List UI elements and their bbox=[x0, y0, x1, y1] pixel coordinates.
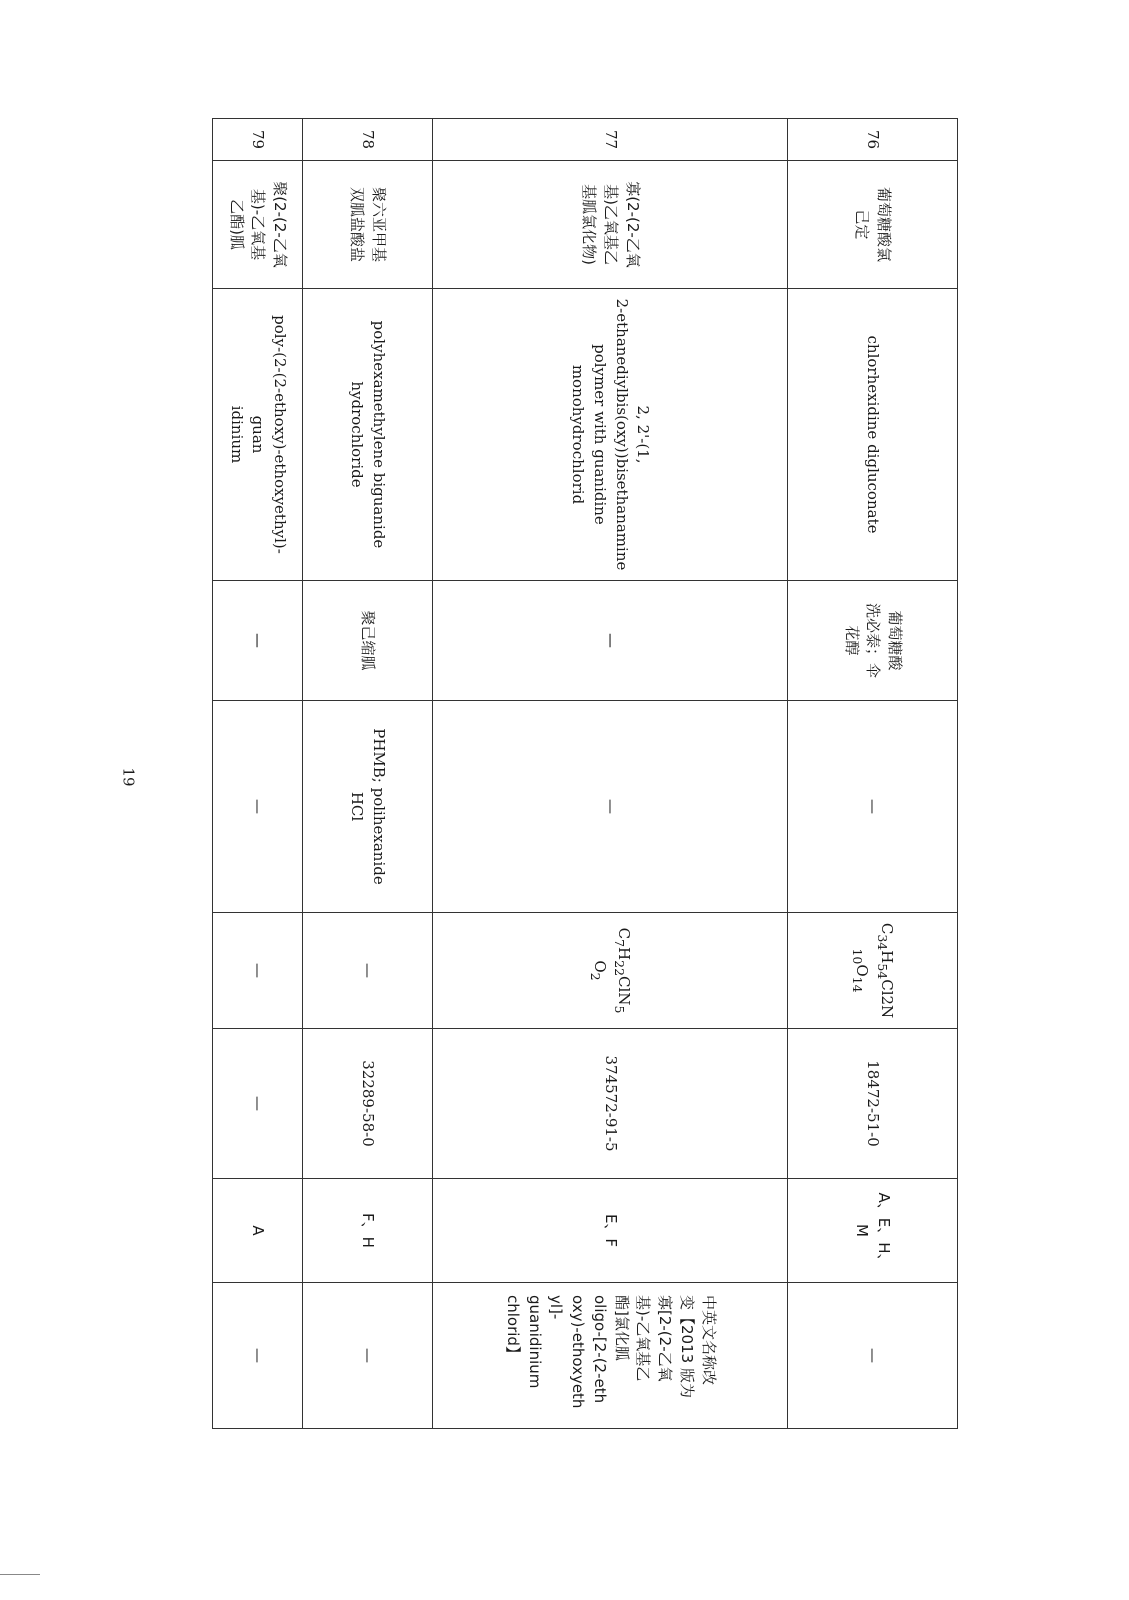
note-line: guanidinium bbox=[525, 1295, 544, 1389]
english-alias-line: — bbox=[249, 799, 268, 814]
chinese-alias-line: — bbox=[601, 633, 620, 648]
chinese-name-line: 己定 bbox=[853, 209, 872, 240]
molecular-formula: $C_{34}H_{54}Cl2N_{10}O_{14}$ bbox=[850, 922, 896, 1019]
chinese-name-line: 基)乙氧基乙 bbox=[601, 184, 620, 265]
chinese-alias-cell bbox=[788, 581, 958, 701]
note-line: — bbox=[359, 1348, 378, 1363]
note-line: 变【2013 版为 bbox=[678, 1295, 696, 1398]
english-name-line: poly-(2-(2-ethoxy)-ethoxyethyl)-guan bbox=[249, 315, 290, 554]
chinese-name-line: 寡(2-(2-乙氧 bbox=[623, 181, 642, 268]
english-name-line: 2, 2'-(1, bbox=[634, 405, 653, 464]
cas-cell: 18472-51-0 bbox=[788, 1029, 958, 1179]
note-line: 寡[2-(2-乙氧 bbox=[656, 1295, 675, 1382]
usage-line: M bbox=[853, 1224, 872, 1237]
chinese-alias-cell bbox=[303, 581, 433, 701]
english-name-line: 2-ethanediylbis(oxy))bisethanamine bbox=[612, 298, 631, 571]
note-line: 中英文名称改 bbox=[699, 1295, 718, 1386]
chinese-name-line: 聚(2-(2-乙氧 bbox=[271, 181, 290, 268]
table-row bbox=[433, 119, 788, 1429]
note-cell bbox=[788, 1283, 958, 1429]
chinese-name-line: 聚六亚甲基 bbox=[370, 186, 389, 262]
english-name-cell bbox=[303, 289, 433, 581]
formula-cell bbox=[433, 913, 788, 1029]
chinese-name-line: 基胍氯化物) bbox=[580, 184, 599, 265]
chinese-alias-line: — bbox=[249, 633, 268, 648]
note-line: 基)-乙氧基乙 bbox=[634, 1295, 653, 1382]
note-line: — bbox=[864, 1348, 883, 1363]
chinese-name-line: 基)-乙氧基 bbox=[249, 188, 268, 261]
usage-cell bbox=[303, 1179, 433, 1283]
note-line: chlorid】 bbox=[504, 1295, 522, 1361]
usage-line: F、H bbox=[359, 1213, 378, 1248]
chinese-name-cell bbox=[303, 161, 433, 289]
row-number: 79 bbox=[213, 119, 303, 161]
english-name-cell bbox=[788, 289, 958, 581]
cas-cell: — bbox=[213, 1029, 303, 1179]
english-name-line: idinium bbox=[227, 405, 246, 464]
english-alias-cell bbox=[433, 701, 788, 913]
english-alias-line: — bbox=[601, 799, 620, 814]
chinese-name-line: 葡萄糖酸氯 bbox=[875, 186, 894, 262]
table-row bbox=[213, 119, 303, 1429]
formula-cell bbox=[788, 913, 958, 1029]
table-row bbox=[788, 119, 958, 1429]
row-number: 77 bbox=[433, 119, 788, 161]
note-cell bbox=[433, 1283, 788, 1429]
note-line: yl]- bbox=[547, 1295, 566, 1320]
english-alias-line: HCl bbox=[348, 791, 367, 822]
rotated-table-area bbox=[213, 118, 958, 1428]
english-name-cell bbox=[213, 289, 303, 581]
substance-table bbox=[212, 118, 958, 1429]
english-name-line: polymer with guanidine bbox=[591, 344, 609, 525]
usage-cell bbox=[788, 1179, 958, 1283]
chinese-alias-line: 花醇 bbox=[842, 625, 861, 656]
chinese-alias-line: 葡萄糖酸 bbox=[886, 610, 905, 671]
english-alias-line: PHMB; polihexanide bbox=[370, 728, 389, 885]
note-line: — bbox=[249, 1348, 268, 1363]
formula-cell: — bbox=[303, 913, 433, 1029]
note-line: oxy)-ethoxyeth bbox=[569, 1295, 588, 1409]
english-name-cell bbox=[433, 289, 788, 581]
english-name-line: hydrochloride bbox=[348, 381, 367, 488]
cas-cell: 374572-91-5 bbox=[433, 1029, 788, 1179]
cas-cell: 32289-58-0 bbox=[303, 1029, 433, 1179]
row-number: 78 bbox=[303, 119, 433, 161]
chinese-name-cell bbox=[433, 161, 788, 289]
english-alias-cell bbox=[788, 701, 958, 913]
note-cell bbox=[213, 1283, 303, 1429]
page-number: 19 bbox=[119, 767, 138, 787]
english-name-line: monohydrochlorid bbox=[569, 364, 588, 505]
usage-line: A bbox=[249, 1225, 268, 1236]
usage-line: E、F bbox=[601, 1213, 620, 1248]
molecular-formula: $C_7H_{22}ClN_5$ $O_2$ bbox=[588, 927, 634, 1014]
usage-cell bbox=[213, 1179, 303, 1283]
note-line: 酯]氯化胍 bbox=[612, 1295, 631, 1361]
english-alias-cell bbox=[213, 701, 303, 913]
chinese-alias-cell bbox=[433, 581, 788, 701]
note-cell bbox=[303, 1283, 433, 1429]
english-alias-cell bbox=[303, 701, 433, 913]
english-alias-line: — bbox=[864, 799, 883, 814]
chinese-name-line: 双胍盐酸盐 bbox=[348, 186, 367, 262]
usage-line: A、E、H、 bbox=[875, 1192, 894, 1269]
usage-cell bbox=[433, 1179, 788, 1283]
formula-cell: — bbox=[213, 913, 303, 1029]
english-name-line: polyhexamethylene biguanide bbox=[370, 320, 389, 549]
note-line: oligo-[2-(2-eth bbox=[591, 1295, 609, 1404]
chinese-name-cell bbox=[788, 161, 958, 289]
english-name-line: chlorhexidine digluconate bbox=[864, 335, 883, 534]
chinese-name-line: 乙酯)胍 bbox=[227, 199, 246, 250]
chinese-alias-line: 聚己缩胍 bbox=[359, 610, 378, 671]
bottom-divider bbox=[0, 1574, 40, 1575]
table-row bbox=[303, 119, 433, 1429]
row-number: 76 bbox=[788, 119, 958, 161]
chinese-alias-line: 洗必泰；伞 bbox=[864, 602, 883, 678]
chinese-alias-cell bbox=[213, 581, 303, 701]
chinese-name-cell bbox=[213, 161, 303, 289]
